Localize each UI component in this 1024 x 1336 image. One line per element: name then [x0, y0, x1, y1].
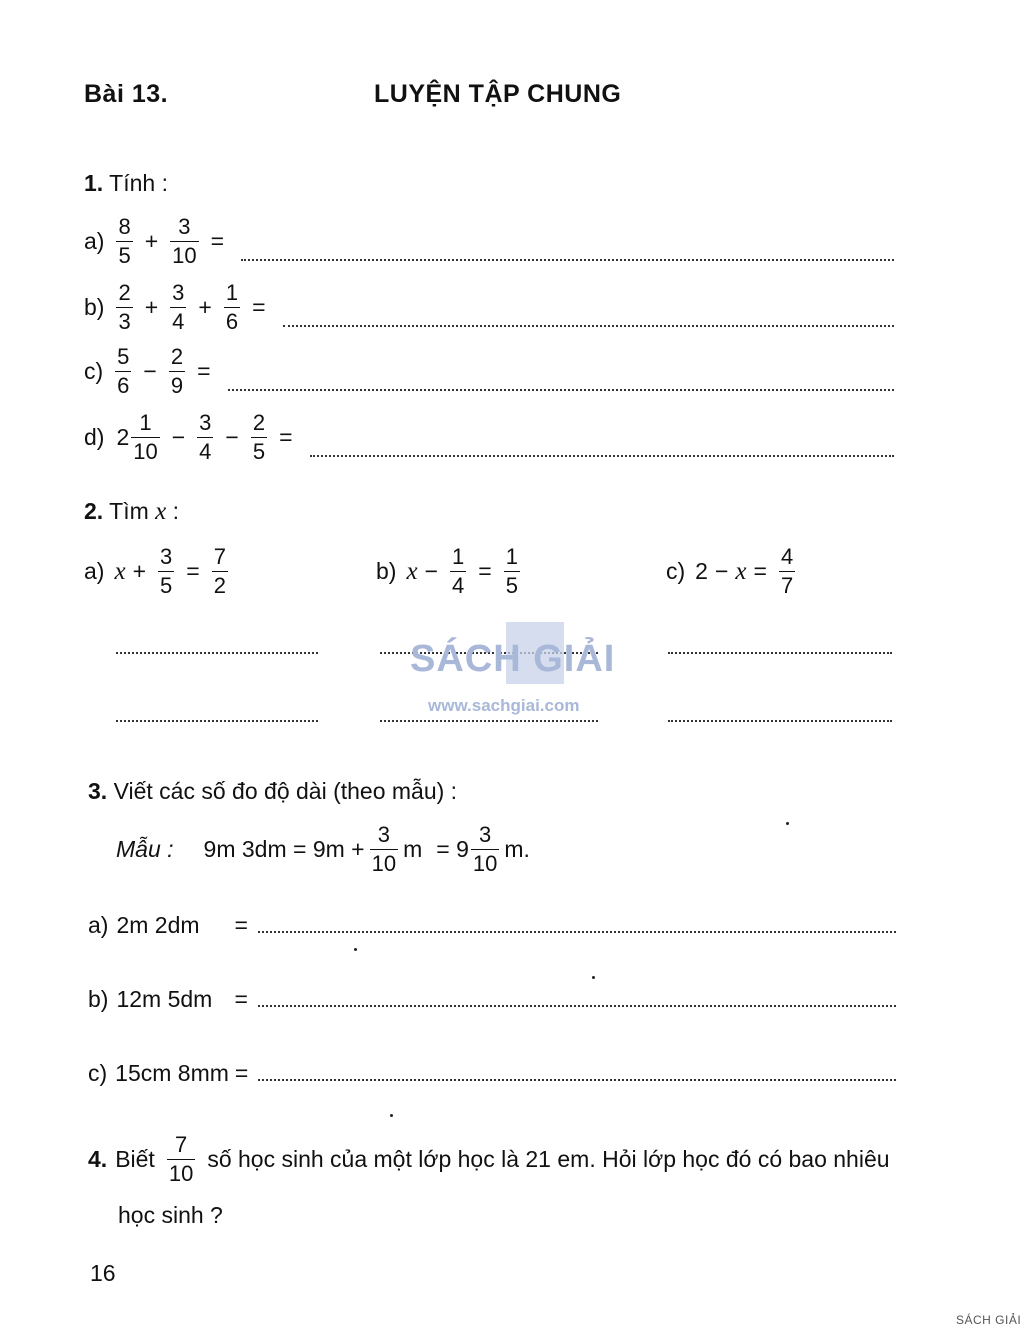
equals-sign: = — [234, 986, 248, 1012]
exercise-1a — [84, 216, 894, 267]
minus-sign: − — [171, 424, 186, 450]
minus-sign: − — [225, 424, 239, 450]
equals-sign: = — [279, 424, 293, 450]
fraction: $\frac{1}{10}$ — [133, 410, 158, 464]
plus-sign: + — [132, 558, 146, 584]
exercise-2-heading — [84, 498, 179, 526]
lesson-label: Bài 13. — [84, 80, 169, 108]
scan-speck — [592, 976, 595, 979]
fraction: $\frac{3}{4}$ — [199, 410, 212, 464]
fraction: $\frac{3}{10}$ — [371, 822, 397, 876]
item-label: c) — [666, 558, 686, 584]
page-number: 16 — [90, 1260, 116, 1286]
fraction: $\frac{1}{4}$ — [452, 544, 465, 598]
item-text: 12m 5dm — [116, 986, 213, 1012]
plus-sign: + — [144, 228, 159, 254]
fraction: $\frac{3}{10}$ — [172, 214, 197, 268]
sample-label: Mẫu : — [116, 836, 174, 862]
equals-sign: = — [478, 558, 492, 584]
answer-line[interactable] — [283, 325, 894, 327]
variable-x: x — [114, 557, 126, 585]
exercise-heading-text: Tính : — [109, 170, 168, 196]
item-label: a) — [88, 912, 109, 938]
sample-unit: m — [403, 836, 423, 862]
exercise-3c — [88, 1060, 896, 1087]
fraction: $\frac{3}{5}$ — [160, 544, 173, 598]
whole-number: 2 — [116, 424, 130, 450]
fraction: $\frac{2}{9}$ — [170, 344, 184, 398]
footer-logo: SÁCH GIẢI — [956, 1313, 1022, 1327]
exercise-2a — [84, 546, 233, 597]
number-two: 2 — [695, 558, 708, 584]
exercise-2c — [666, 546, 800, 597]
exercise-3b — [88, 986, 896, 1013]
fraction: $\frac{7}{2}$ — [213, 544, 226, 598]
item-text: 15cm 8mm — [115, 1060, 229, 1086]
exercise-text: số học sinh của một lớp học là 21 em. Hỏi lớp học đó có bao nhiêu — [207, 1146, 890, 1172]
sample-text: 9m 3dm = 9m + — [203, 836, 365, 862]
equals-sign: = — [753, 558, 767, 584]
sample-end: m. — [504, 836, 530, 862]
scan-speck — [786, 822, 789, 825]
exercise-4-line2: học sinh ? — [118, 1202, 223, 1228]
exercise-3-heading — [88, 778, 457, 805]
answer-line-2b-2[interactable] — [380, 720, 598, 722]
plus-sign: + — [144, 294, 159, 320]
exercise-heading-text: Viết các số đo độ dài (theo mẫu) : — [113, 778, 458, 804]
answer-line[interactable] — [258, 1005, 896, 1007]
exercise-3a — [88, 912, 896, 939]
fraction: $\frac{1}{5}$ — [505, 544, 518, 598]
fraction: $\frac{1}{6}$ — [225, 280, 239, 334]
watermark — [410, 620, 620, 720]
equals-sign: = — [210, 228, 225, 254]
exercise-number: 1. — [84, 170, 104, 196]
answer-line-2a-1[interactable] — [116, 652, 318, 654]
answer-line-2a-2[interactable] — [116, 720, 318, 722]
sample-row — [116, 824, 530, 875]
equals-sign: = — [234, 912, 248, 938]
item-label: b) — [376, 558, 397, 584]
scan-speck — [354, 948, 357, 951]
answer-line-2c-2[interactable] — [668, 720, 892, 722]
variable-x: x — [155, 498, 167, 525]
equals-sign: = — [197, 358, 211, 384]
exercise-number: 2. — [84, 498, 104, 524]
item-label: b) — [88, 986, 109, 1012]
page-title: LUYỆN TẬP CHUNG — [374, 80, 622, 108]
fraction: $\frac{2}{3}$ — [118, 280, 131, 334]
answer-line[interactable] — [241, 259, 894, 261]
item-label: c) — [88, 1060, 108, 1086]
fraction: $\frac{5}{6}$ — [117, 344, 130, 398]
watermark-url: www.sachgiai.com — [428, 696, 580, 715]
fraction: $\frac{2}{5}$ — [252, 410, 266, 464]
exercise-4 — [88, 1134, 890, 1185]
equals-sign: = — [234, 1060, 249, 1086]
item-text: 2m 2dm — [116, 912, 200, 938]
fraction: $\frac{7}{10}$ — [168, 1132, 194, 1186]
minus-sign: − — [424, 558, 438, 584]
answer-line[interactable] — [228, 389, 894, 391]
exercise-number: 4. — [88, 1146, 108, 1172]
fraction: $\frac{3}{4}$ — [172, 280, 185, 334]
fraction: $\frac{4}{7}$ — [780, 544, 794, 598]
scan-speck — [390, 1114, 393, 1117]
exercise-heading-text: Tìm — [109, 498, 149, 524]
item-label: a) — [84, 228, 105, 254]
plus-sign: + — [198, 294, 212, 320]
fraction: $\frac{8}{5}$ — [118, 214, 131, 268]
exercise-1d — [84, 412, 894, 463]
equals-sign: = — [252, 294, 266, 320]
equals-sign: = — [186, 558, 200, 584]
answer-line-2c-1[interactable] — [668, 652, 892, 654]
fraction: $\frac{3}{10}$ — [472, 822, 498, 876]
minus-sign: − — [714, 558, 729, 584]
item-label: b) — [84, 294, 105, 320]
watermark-brand: SÁCH GIẢI — [410, 638, 616, 680]
item-label: d) — [84, 424, 105, 450]
answer-line[interactable] — [258, 931, 896, 933]
item-label: c) — [84, 358, 104, 384]
variable-x: x — [735, 557, 747, 585]
exercise-1b — [84, 282, 894, 333]
exercise-2b — [376, 546, 525, 597]
exercise-text: Biết — [115, 1146, 155, 1172]
answer-line[interactable] — [258, 1079, 896, 1081]
variable-x: x — [406, 557, 418, 585]
item-label: a) — [84, 558, 105, 584]
exercise-1c — [84, 346, 894, 397]
sample-equals: = 9 — [436, 836, 469, 862]
minus-sign: − — [143, 358, 157, 384]
exercise-number: 3. — [88, 778, 108, 804]
answer-line[interactable] — [310, 455, 894, 457]
exercise-1-heading — [84, 170, 168, 197]
colon: : — [172, 498, 180, 524]
